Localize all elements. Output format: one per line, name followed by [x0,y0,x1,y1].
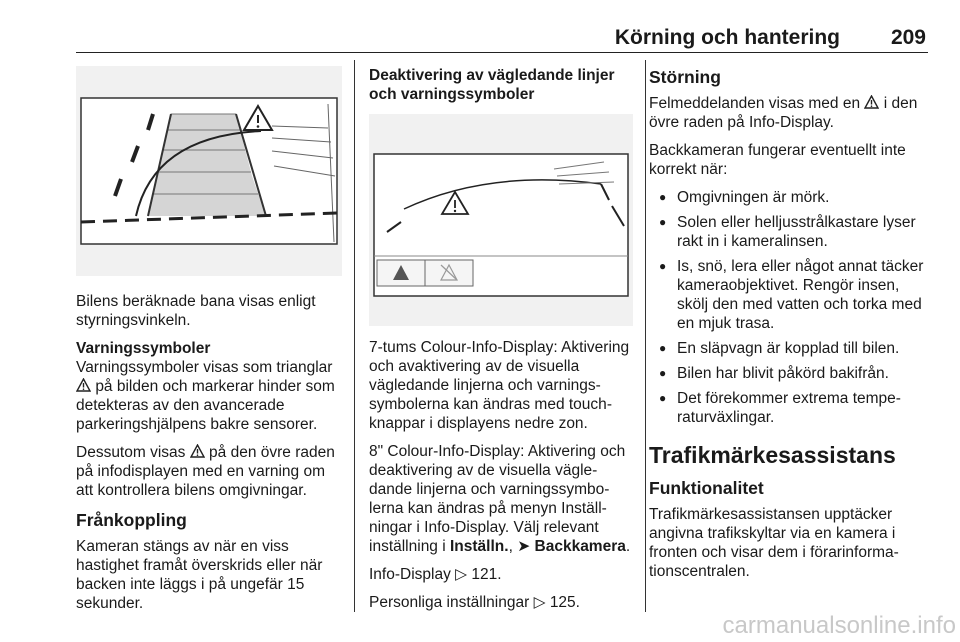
error-message-paragraph [649,94,931,132]
menu-item-settings: Inställn. [450,538,509,555]
column-divider [354,60,355,612]
watermark: carmanualsonline.info [722,612,956,639]
column-middle [369,66,633,621]
menu-item-rear-camera: Backkamera [534,538,626,555]
heading-malfunction: Störning [649,67,721,87]
list-item: ● Bilen har blivit påkörd bakifrån. [649,364,931,383]
functionality-paragraph: Trafikmärkesassistansen upptäcker angivna trafikskyltar via en kamera i fronten och visar dem i förarinformationscentralen. [649,506,899,580]
display-touch-buttons-illustration [369,114,633,326]
text-fragment: på den övre raden på infodisplayen med en varning om att kontrollera bilens omgivningar. [76,444,335,499]
reference-page: 121. [471,566,502,583]
page-header [76,26,928,53]
arrow-right-icon: ➤ [517,538,531,555]
list-item: ● Det förekommer extrema temperaturväxlingar. [649,389,931,427]
reference-info-display[interactable] [369,565,633,584]
paragraph-7inch-display: 7-tums Colour-Info-Display: Aktivering och avaktivering av de visuella vägledande linjerna och varningssymbolerna kan ändras med touchknappar i displayens nedre zon. [369,339,630,432]
reference-page: 125. [549,594,580,611]
warning-paragraph-2 [76,443,342,500]
text-fragment: på bilden och markerar hinder som detekteras av den avancerade parkeringshjälpens bakre sensorer. [76,378,335,433]
heading-functionality: Funktionalitet [649,478,764,498]
deactivation-paragraph: Kameran stängs av när en viss hastighet framåt överskrids eller när backen inte läggs i på ungefär 15 sekunder. [76,538,323,612]
page-reference-icon: ▷ [455,566,468,583]
text-fragment: Dessutom visas [76,444,186,461]
column-right [649,66,931,590]
warning-paragraph [76,358,342,434]
column-left [76,66,342,622]
heading-deactivation: Frånkoppling [76,510,187,530]
malfunction-list [649,188,931,427]
list-item: ● Omgivningen är mörk. [649,188,931,207]
text-fragment: Felmeddelanden visas med en [649,95,861,112]
column-divider [645,60,646,612]
paragraph-8inch-display [369,442,633,556]
text-fragment: Varningssymboler visas som trianglar [76,359,333,376]
text-fragment: 8" Colour-Info-Display: Aktivering och deaktivering av de visuella vägledande linjerna och varningssymbolerna kan ändras på menyn Inställningar i Info-Display. Välj relevant inställning i [369,443,626,555]
list-item: ● En släpvagn är kopplad till bilen. [649,339,931,358]
list-item: ● Solen eller helljusstrålkastare lyser rakt in i kameralinsen. [649,213,931,251]
rear-camera-guidelines-figure [76,66,342,276]
malfunction-intro: Backkameran fungerar eventuellt inte korrekt när: [649,142,906,178]
text-fragment: . [625,538,631,555]
reference-label: Info-Display [369,566,451,583]
subheading-warning-symbols: Varningssymboler [76,340,211,357]
page-number: 209 [890,26,926,49]
page-reference-icon: ▷ [533,594,546,611]
warning-triangle-icon [864,95,879,109]
display-touch-buttons-figure [369,114,633,326]
text-fragment: i den övre raden på Info-Display. [649,95,918,131]
reference-personal-settings[interactable] [369,593,633,612]
list-item: ● Is, snö, lera eller något annat täcker kameraobjektivet. Rengör insen, skölj den med vatten och torka med en mjuk trasa. [649,257,931,333]
warning-triangle-icon [190,444,205,458]
figure-caption: Bilens beräknade bana visas enligt styrningsvinkeln. [76,293,316,329]
heading-traffic-sign-assistant: Trafikmärkesassistans [649,442,896,468]
text-fragment: , [508,538,513,555]
rear-camera-guidelines-illustration [76,66,342,276]
warning-triangle-icon [76,378,91,392]
reference-label: Personliga inställningar [369,594,530,611]
section-title: Körning och hantering [614,26,840,49]
subheading-guideline-deactivation: Deaktivering av vägledande linjer och varningssymboler [369,67,615,103]
